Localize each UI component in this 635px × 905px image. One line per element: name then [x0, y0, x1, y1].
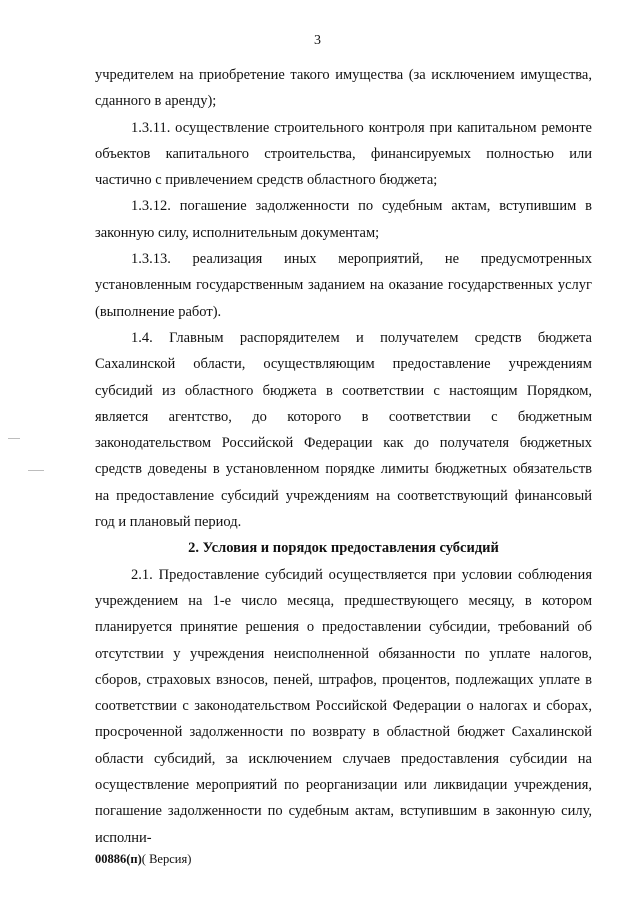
paragraph-1-3-13: 1.3.13. реализация иных мероприятий, не предусмотренных установленным государственным заданием на оказание государственных услуг (выполнение работ). [95, 251, 592, 320]
section-heading: 2. Условия и порядок предоставления субсидий [188, 540, 499, 557]
scan-mark-1 [8, 438, 20, 439]
page-number: 3 [314, 33, 321, 48]
document-footer [95, 852, 191, 867]
scan-mark-2 [28, 470, 44, 471]
document-code: 00886(п) [95, 852, 142, 866]
paragraph-continuation: учредителем на приобретение такого имущества (за исключением имущества, сданного в аренду); [95, 67, 592, 110]
paragraph-1-4: 1.4. Главным распорядителем и получателем средств бюджета Сахалинской области, осуществляющим предоставление учреждениям субсидий из областного бюджета в соответствии с настоящим Порядком, является агентство, до которого в соответствии с бюджетным законодательством Российской Федерации как до получателя бюджетных средств доведены в установленном порядке лимиты бюджетных обязательств на предоставление субсидий учреждениям на соответствующий финансовый год и плановый период. [95, 329, 592, 531]
paragraph-1-3-11: 1.3.11. осуществление строительного контроля при капитальном ремонте объектов капитального строительства, финансируемых полностью или частично с привлечением средств областного бюджета; [95, 119, 592, 189]
version-label: ( Версия) [141, 852, 192, 866]
paragraph-1-3-12: 1.3.12. погашение задолженности по судебным актам, вступившим в законную силу, исполнительным документам; [95, 198, 592, 241]
paragraph-2-1: 2.1. Предоставление субсидий осуществляется при условии соблюдения учреждением на 1-е число месяца, предшествующего месяцу, в котором планируется принятие решения о предоставлении субсидии, требований об отсутствии у учреждения неисполненной обязанности по уплате налогов, сборов, страховых взносов, пеней, штрафов, процентов, подлежащих уплате в соответствии с законодательством Российской Федерации о налогах и сборах, просроченной задолженности по возврату в областной бюджет Сахалинской области субсидий, за исключением случаев предоставления субсидии на осуществление мероприятий по реорганизации или ликвидации учреждения, погашение задолженности по судебным актам, вступившим в законную силу, исполни- [95, 566, 592, 846]
document-body [95, 62, 592, 851]
